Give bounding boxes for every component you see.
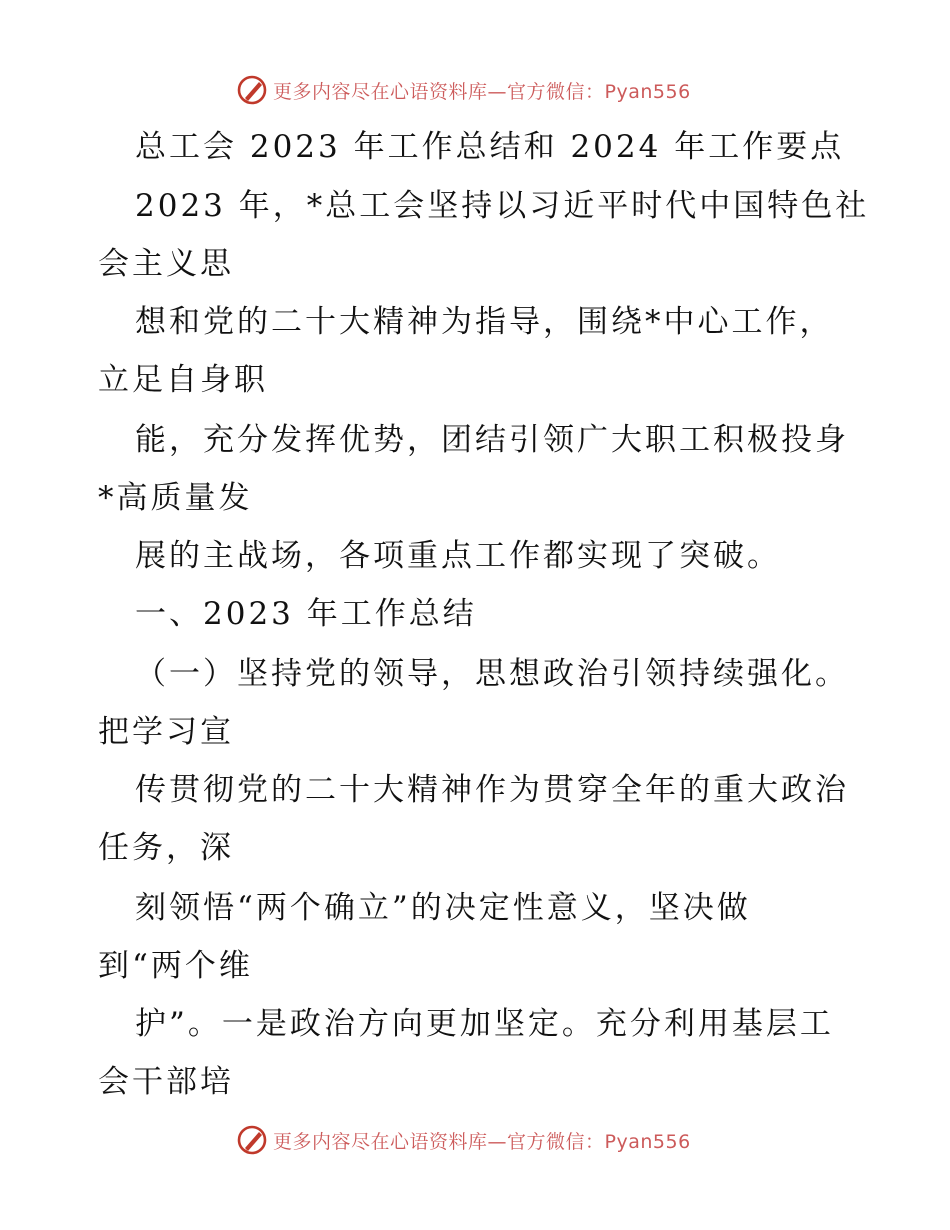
pen-logo-icon [235, 1123, 269, 1157]
pen-logo-icon [235, 73, 269, 107]
paragraph-line: 任务，深 [98, 830, 234, 866]
subsection-heading: （一）坚持党的领导，思想政治引领持续强化。 [135, 656, 849, 692]
paragraph-line: 展的主战场，各项重点工作都实现了突破。 [135, 538, 781, 574]
paragraph-line: 到“两个维 [98, 948, 253, 984]
paragraph-line: 刻领悟“两个确立”的决定性意义，坚决做 [135, 890, 751, 926]
paragraph-line: 会干部培 [98, 1064, 234, 1100]
watermark-text: 更多内容尽在心语资料库—官方微信：Pyan556 [273, 1130, 691, 1153]
watermark-footer [235, 1122, 691, 1158]
paragraph-line: 护”。一是政治方向更加坚定。充分利用基层工 [135, 1006, 834, 1042]
paragraph-line: *高质量发 [98, 480, 253, 516]
paragraph-line: 会主义思 [98, 246, 234, 282]
watermark-text: 更多内容尽在心语资料库—官方微信：Pyan556 [273, 80, 691, 103]
section-heading: 一、2023 年工作总结 [135, 596, 477, 632]
paragraph-line: 2023 年，*总工会坚持以习近平时代中国特色社 [135, 188, 870, 224]
paragraph-line: 传贯彻党的二十大精神作为贯穿全年的重大政治 [135, 772, 849, 808]
paragraph-line: 想和党的二十大精神为指导，围绕*中心工作， [135, 304, 834, 340]
paragraph-line: 把学习宣 [98, 714, 234, 750]
watermark-header [235, 72, 691, 108]
document-title: 总工会 2023 年工作总结和 2024 年工作要点 [135, 129, 845, 165]
paragraph-line: 能，充分发挥优势，团结引领广大职工积极投身 [135, 422, 849, 458]
paragraph-line: 立足自身职 [98, 362, 268, 398]
